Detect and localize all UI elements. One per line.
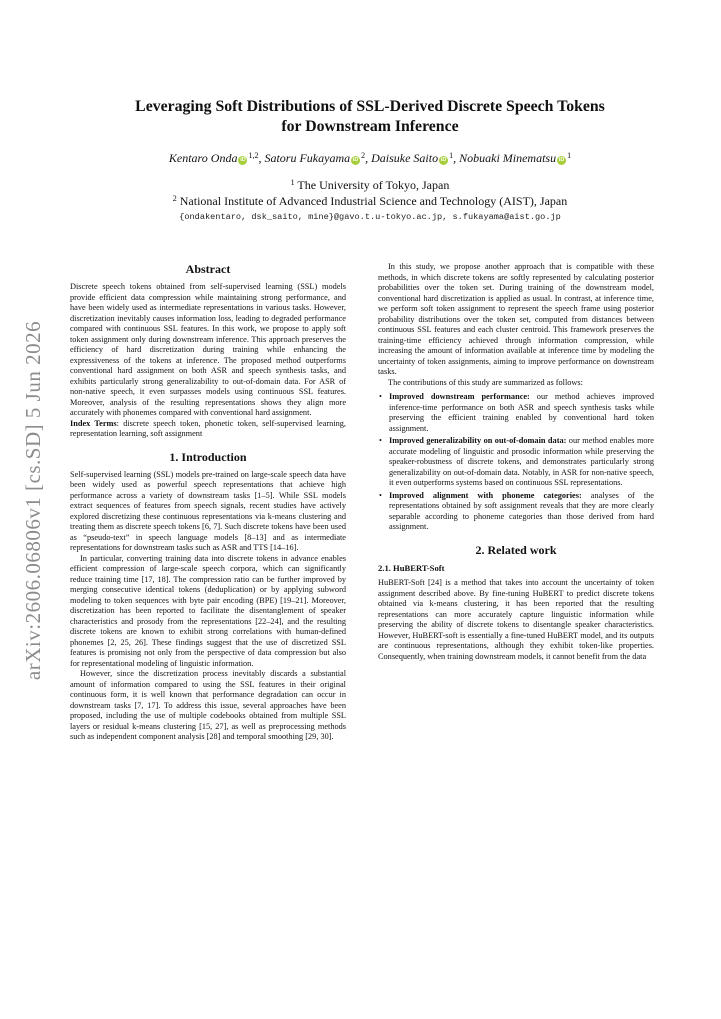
title-line-2: for Downstream Inference xyxy=(281,118,459,135)
subsection-heading: 2.1. HuBERT-Soft xyxy=(378,562,445,573)
contribution-title: Improved alignment with phoneme categories: xyxy=(389,490,582,500)
author-name: Satoru Fukayama xyxy=(264,151,351,165)
right-column xyxy=(378,262,654,662)
author-affil-sup: 1,2 xyxy=(248,151,259,160)
contribution-title: Improved generalizability on out-of-domain data: xyxy=(389,436,567,445)
author-separator: , xyxy=(258,151,265,165)
orcid-icon[interactable]: iD xyxy=(440,157,447,163)
related-work-heading: 2. Related work xyxy=(475,542,557,557)
author xyxy=(459,151,571,165)
index-terms-text: : discrete speech token, phonetic token, self-supervised learning, representation learning, soft assignment xyxy=(70,418,347,438)
intro-paragraph-1: Self-supervised learning (SSL) models pre-trained on large-scale speech data have been widely used as powerful speech representations that achieve high performance across a variety of downstream tasks [1–5]. While SSL models extract sequences of features from speech signals, recent studies have actively explored discretizing these continuous representations via k-means clustering and treating them as discrete speech tokens [6, 7]. Such discrete tokens have been used as “pseudo-text” in speech language models [8–13] and as intermediate representations for downstream tasks such as ASR and TTS [14–16]. xyxy=(70,469,346,552)
author-separator: , xyxy=(453,151,460,165)
orcid-icon[interactable]: iD xyxy=(352,157,359,163)
author xyxy=(264,151,371,165)
paper-header xyxy=(60,97,680,222)
introduction-heading: 1. Introduction xyxy=(169,449,247,464)
contribution-text: our method enables more accurate modeling of linguistic and prosodic information while preserving the speaker-robustness of discrete tokens, and demonstrates particularly strong generalizability on out-of-domain data. Notably, in ASR for non-native speech, it even outperforms systems based on continuous SSL representations. xyxy=(389,436,654,487)
arxiv-sidebar xyxy=(14,300,54,700)
author-name: Kentaro Onda xyxy=(168,151,238,165)
author-list xyxy=(60,151,680,166)
abstract-text: Discrete speech tokens obtained from self-supervised learning (SSL) models provide efficient data compression while maintaining strong performance, and have been widely used as intermediate representations in various tasks. However, discretization inevitably causes information loss, leading to degraded performance compared with continuous SSL features. In this work, we propose to apply soft token assignment only during downstream inference. This approach preserves the efficiency of hard discretization during training while enhancing the expressiveness of the tokens at inference. The proposed method outperforms conventional hard assignment on both ASR and speech synthesis tasks, and exhibits particularly strong generalizability to out-of-domain data. For ASR of non-native speech, it even surpasses models using continuous SSL features. Moreover, analysis of the resulting representations shows they align more accurately with phonemes compared with conventional hard assignment. xyxy=(70,282,346,417)
bullet-icon: • xyxy=(379,490,382,500)
author xyxy=(169,151,265,165)
affiliation-2 xyxy=(60,192,680,208)
bullet-icon: • xyxy=(379,436,382,445)
related-paragraph-1: HuBERT-Soft [24] is a method that takes into account the uncertainty of token assignment described above. By fine-tuning HuBERT to predict discrete tokens obtained via k-means clustering, it has been reported that the resulting representations can more accurately capture linguistic information while preserving the ability of discrete tokens to disentangle speaker characteristics. However, HuBERT-soft is essentially a fine-tuned HuBERT model, and its outputs are continuous representations, although they exhibit token-like properties. Consequently, when training downstream models, it cannot benefit from the data xyxy=(378,578,654,661)
paper-title xyxy=(60,97,680,137)
left-column xyxy=(70,262,346,743)
index-terms xyxy=(70,419,346,440)
orcid-icon[interactable]: iD xyxy=(558,157,565,163)
affiliation-sup: 1 xyxy=(290,178,295,187)
contribution-title: Improved downstream performance: xyxy=(389,392,530,401)
author-affil-sup: 1 xyxy=(567,151,572,160)
intro-paragraph-4: In this study, we propose another approach that is compatible with these methods, in which discrete tokens are softly represented by calculating posterior probabilities over the token set. During training of the downstream model, conventional hard discretization is applied as usual. In contrast, at inference time, we perform soft token assignment to represent the speech frame using posterior probability distributions over the token set, computed from distances between continuous SSL features and each cluster centroid. This framework preserves the training-time efficiency achieved through information compression, while increasing the amount of information available at inference time by modeling the uncertainty of token assignments, aiming to improve performance on downstream tasks. xyxy=(378,262,654,376)
index-terms-label: Index Terms xyxy=(70,418,117,428)
author-name: Daisuke Saito xyxy=(371,151,439,165)
orcid-icon[interactable]: iD xyxy=(240,157,246,163)
author xyxy=(371,151,459,165)
affiliation-sup: 2 xyxy=(172,194,177,203)
intro-paragraph-3: However, since the discretization process inevitably discards a substantial amount of information compared to using the SSL features in their original continuous form, it is well known that performance degradation can occur in downstream tasks [7, 17]. To address this issue, several approaches have been proposed, including the use of multiple codebooks obtained from multiple SSL layers or residual k-means clustering [15, 27], as well as preprocessing methods such as independent component analysis [28] and temporal smoothing [29, 30]. xyxy=(70,669,346,741)
arxiv-id: arXiv:2606.06806v1 [cs.SD] 5 Jun 2026 xyxy=(21,320,46,680)
author-affil-sup: 1 xyxy=(449,151,454,160)
intro-paragraph-5: The contributions of this study are summarized as follows: xyxy=(388,377,583,387)
intro-paragraph-2: In particular, converting training data into discrete tokens in advance enables efficient compression of large-scale speech corpora, which can significantly reduce training time [17, 18]. The compression ratio can be further improved by merging consecutive identical tokens (deduplication) or by applying subword modeling to token sequences with byte pair encoding (BPE) [19–21]. Moreover, discretization has been reported to facilitate the disentanglement of speaker characteristics and prosody from the representations [22–24], and the resulting discrete tokens are known to exhibit strong correlations with human-defined phonemes [2, 25, 26]. These findings suggest that the use of discretized SSL features is promising not only from the perspective of data compression but also for representational modeling of linguistic information. xyxy=(70,553,346,668)
affiliation-1 xyxy=(60,176,680,192)
list-item xyxy=(378,392,654,434)
author-name: Nobuaki Minematsu xyxy=(459,151,557,165)
affiliation-text: National Institute of Advanced Industrial Science and Technology (AIST), Japan xyxy=(176,194,568,208)
abstract-heading: Abstract xyxy=(185,262,231,276)
author-emails[interactable]: {ondakentaro, dsk_saito, mine}@gavo.t.u-tokyo.ac.jp, s.fukayama@aist.go.jp xyxy=(179,212,561,222)
bullet-icon: • xyxy=(379,392,382,401)
author-affil-sup: 2 xyxy=(361,151,366,160)
title-line-1: Leveraging Soft Distributions of SSL-Derived Discrete Speech Tokens xyxy=(135,98,605,115)
list-item xyxy=(378,436,654,489)
author-separator: , xyxy=(365,151,372,165)
list-item xyxy=(378,491,654,533)
affiliation-text: The University of Tokyo, Japan xyxy=(294,178,450,192)
contribution-text: our method achieves improved inference-time performance on both ASR and speech synthesis tasks while preserving the efficient training enabled by conventional hard token assignment. xyxy=(389,392,654,433)
contribution-list xyxy=(378,392,654,533)
contribution-text: analyses of the representations obtained by soft assignment reveals that they are more clearly separable according to phoneme categories than those derived from hard assignment. xyxy=(389,490,654,531)
